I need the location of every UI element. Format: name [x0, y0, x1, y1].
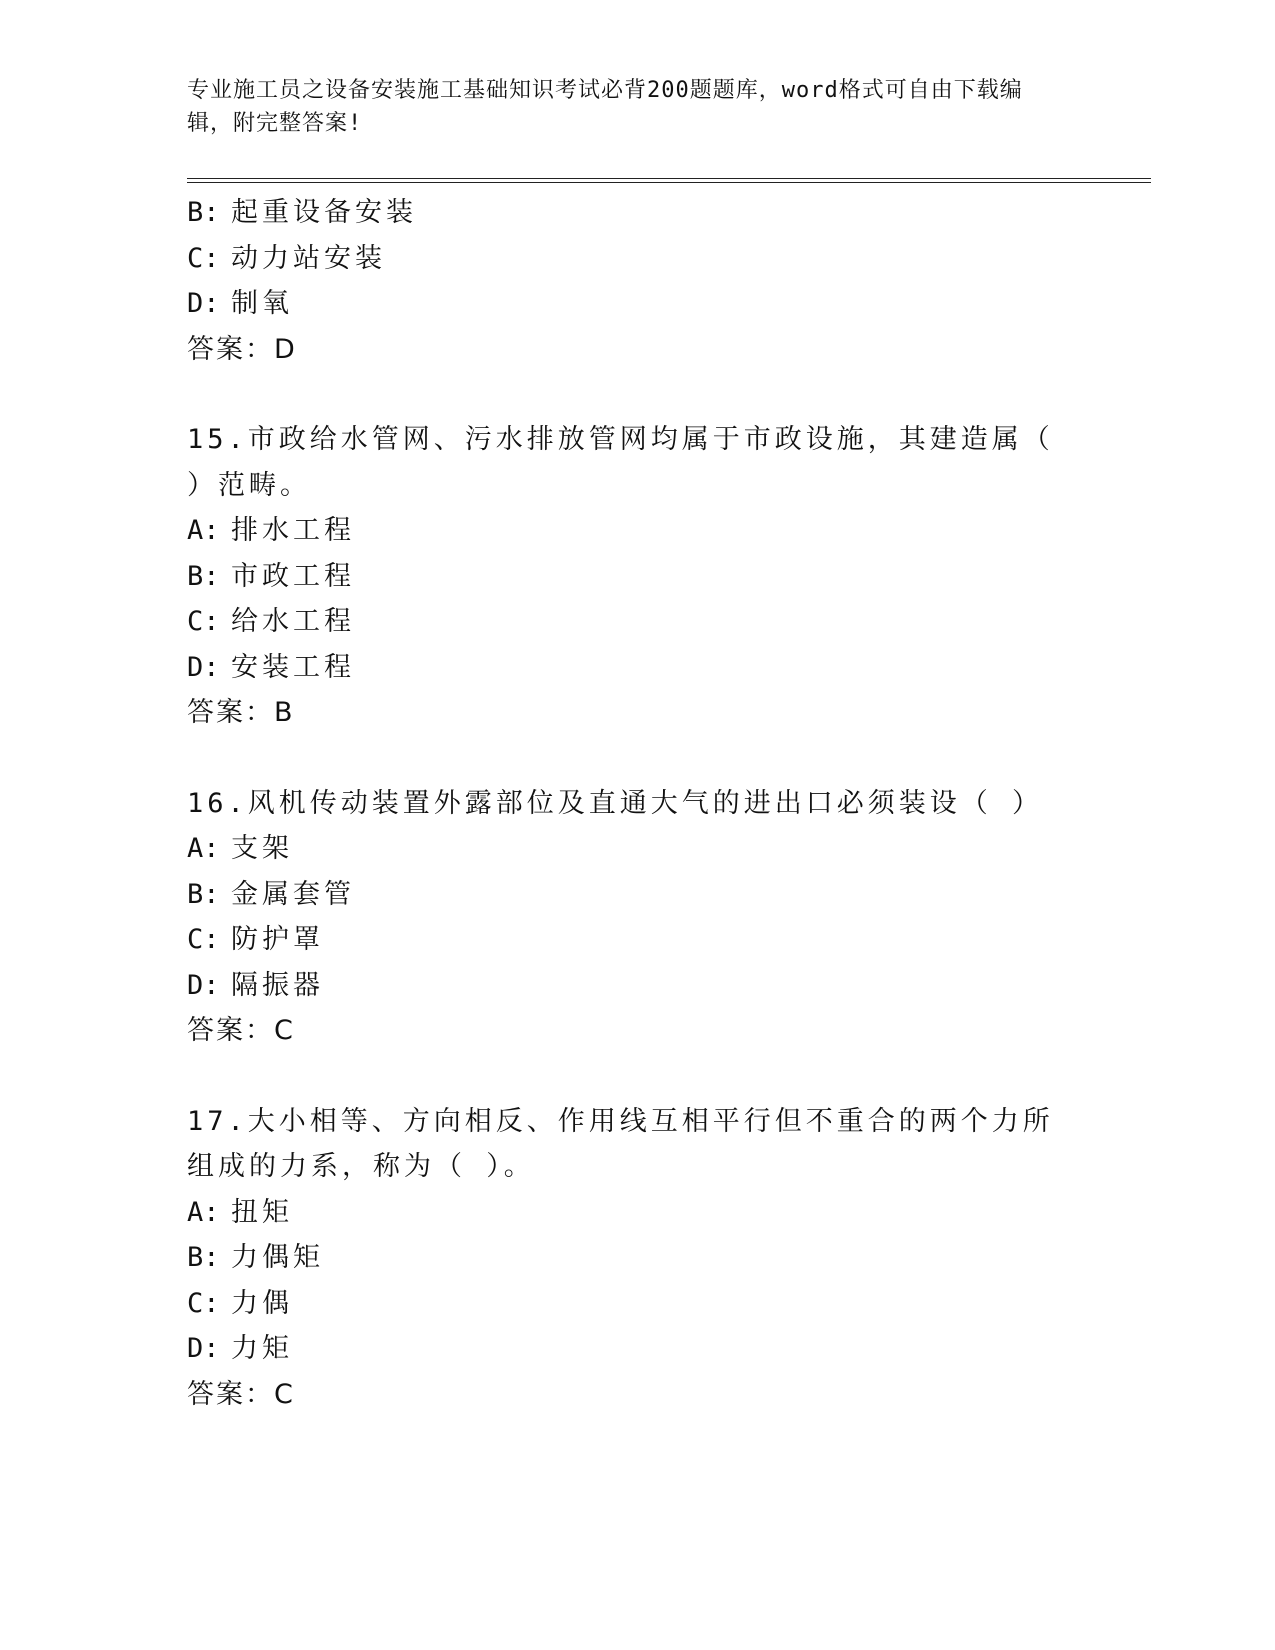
document-title: 专业施工员之设备安装施工基础知识考试必背200题题库，word格式可自由下载编辑，附完整答案! — [187, 78, 1023, 136]
option-d — [187, 963, 1087, 1009]
option-key: B: — [187, 878, 220, 910]
option-c — [187, 917, 1087, 963]
option-b — [187, 1235, 1087, 1281]
option-key: D: — [187, 969, 220, 1001]
option-text: 动力站安装 — [231, 242, 386, 274]
option-d — [187, 645, 1087, 691]
question-stem: 17.大小相等、方向相反、作用线互相平行但不重合的两个力所组成的力系，称为（ ）。 — [187, 1105, 1054, 1182]
option-text: 起重设备安装 — [231, 197, 417, 228]
option-key: D: — [187, 651, 220, 683]
option-key: B: — [187, 197, 220, 228]
answer-line: 答案：B — [187, 697, 295, 728]
question-16 — [187, 781, 1087, 1054]
option-key: A: — [187, 833, 220, 864]
option-d — [187, 1326, 1087, 1372]
option-b — [187, 190, 1087, 236]
option-text: 给水工程 — [231, 606, 355, 637]
option-text: 排水工程 — [231, 515, 355, 546]
answer-line: 答案：D — [187, 333, 297, 365]
option-key: A: — [187, 1196, 220, 1228]
option-c — [187, 1281, 1087, 1327]
header-double-rule — [187, 178, 1151, 183]
option-text: 力矩 — [231, 1333, 293, 1364]
option-text: 扭矩 — [231, 1196, 293, 1228]
option-b — [187, 872, 1087, 918]
question-content — [187, 190, 1087, 1417]
option-text: 安装工程 — [231, 651, 355, 683]
answer-line: 答案：C — [187, 1378, 295, 1410]
question-stem: 15.市政给水管网、污水排放管网均属于市政设施，其建造属（ ）范畴。 — [187, 424, 1054, 501]
option-text: 力偶 — [231, 1287, 293, 1319]
question-15 — [187, 417, 1087, 736]
page-header — [187, 74, 1067, 140]
option-a — [187, 508, 1087, 554]
option-c — [187, 236, 1087, 282]
answer-line: 答案：C — [187, 1015, 295, 1046]
option-a — [187, 1190, 1087, 1236]
option-text: 防护罩 — [231, 924, 324, 955]
option-key: D: — [187, 288, 220, 319]
option-key: D: — [187, 1333, 220, 1364]
continued-question — [187, 190, 1087, 372]
option-text: 市政工程 — [231, 560, 355, 592]
option-key: A: — [187, 515, 220, 546]
option-text: 隔振器 — [231, 969, 324, 1001]
option-key: C: — [187, 924, 220, 955]
option-key: C: — [187, 1287, 220, 1319]
option-key: B: — [187, 560, 220, 592]
option-text: 支架 — [231, 833, 293, 864]
option-d — [187, 281, 1087, 327]
option-key: C: — [187, 242, 220, 274]
question-17 — [187, 1099, 1087, 1418]
option-c — [187, 599, 1087, 645]
option-key: B: — [187, 1242, 220, 1273]
option-key: C: — [187, 606, 220, 637]
option-b — [187, 554, 1087, 600]
option-a — [187, 826, 1087, 872]
question-stem: 16.风机传动装置外露部位及直通大气的进出口必须装设（ ） — [187, 787, 1044, 819]
option-text: 力偶矩 — [231, 1242, 324, 1273]
option-text: 金属套管 — [231, 878, 355, 910]
option-text: 制氧 — [231, 288, 293, 319]
